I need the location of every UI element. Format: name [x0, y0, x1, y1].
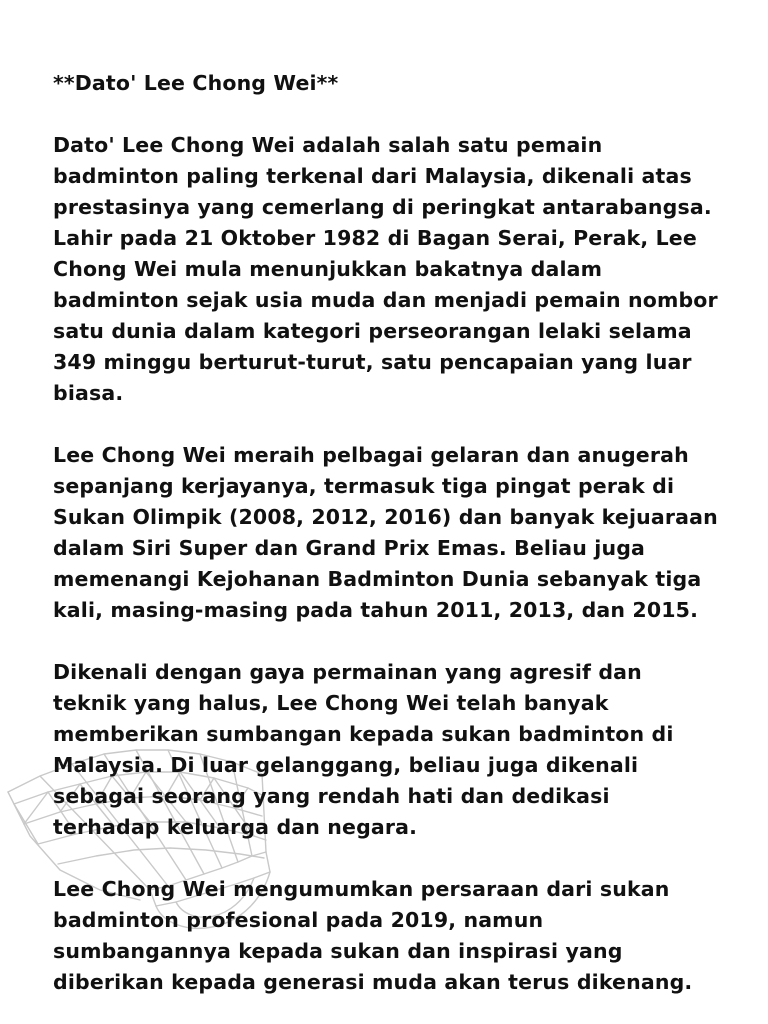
text-line: prestasinya yang cemerlang di peringkat antarabangsa. [53, 195, 712, 219]
text-line: Lee Chong Wei mengumumkan persaraan dari sukan [53, 877, 670, 901]
paragraph-spacer [53, 99, 733, 130]
text-line: badminton sejak usia muda dan menjadi pemain nombor [53, 288, 718, 312]
paragraph-spacer [53, 409, 733, 440]
text-line: kali, masing-masing pada tahun 2011, 2013, dan 2015. [53, 598, 699, 622]
document-body [53, 68, 733, 998]
text-line: satu dunia dalam kategori perseorangan lelaki selama [53, 319, 692, 343]
text-line: diberikan kepada generasi muda akan terus dikenang. [53, 970, 693, 994]
text-line: dalam Siri Super dan Grand Prix Emas. Beliau juga [53, 536, 646, 560]
text-line: memberikan sumbangan kepada sukan badminton di [53, 722, 674, 746]
text-line: Lahir pada 21 Oktober 1982 di Bagan Serai, Perak, Lee [53, 226, 697, 250]
text-line: Malaysia. Di luar gelanggang, beliau juga dikenali [53, 753, 639, 777]
paragraph-1 [53, 130, 733, 409]
text-line: sepanjang kerjayanya, termasuk tiga pingat perak di [53, 474, 675, 498]
text-line: teknik yang halus, Lee Chong Wei telah banyak [53, 691, 609, 715]
text-line: badminton profesional pada 2019, namun [53, 908, 544, 932]
text-line: memenangi Kejohanan Badminton Dunia sebanyak tiga [53, 567, 702, 591]
text-line: terhadap keluarga dan negara. [53, 815, 418, 839]
document-title: **Dato' Lee Chong Wei** [53, 71, 339, 95]
text-line: sebagai seorang yang rendah hati dan dedikasi [53, 784, 610, 808]
text-line: Lee Chong Wei meraih pelbagai gelaran dan anugerah [53, 443, 689, 467]
paragraph-spacer [53, 843, 733, 874]
text-line: 349 minggu berturut-turut, satu pencapaian yang luar [53, 350, 692, 374]
paragraph-4 [53, 874, 733, 998]
text-line: Sukan Olimpik (2008, 2012, 2016) dan banyak kejuaraan [53, 505, 718, 529]
paragraph-3 [53, 657, 733, 843]
text-line: Dato' Lee Chong Wei adalah salah satu pemain [53, 133, 603, 157]
paragraph-2 [53, 440, 733, 626]
text-line: Chong Wei mula menunjukkan bakatnya dalam [53, 257, 603, 281]
text-line: badminton paling terkenal dari Malaysia, dikenali atas [53, 164, 692, 188]
text-line: biasa. [53, 381, 124, 405]
text-line: Dikenali dengan gaya permainan yang agresif dan [53, 660, 642, 684]
text-line: sumbangannya kepada sukan dan inspirasi yang [53, 939, 623, 963]
paragraph-spacer [53, 626, 733, 657]
